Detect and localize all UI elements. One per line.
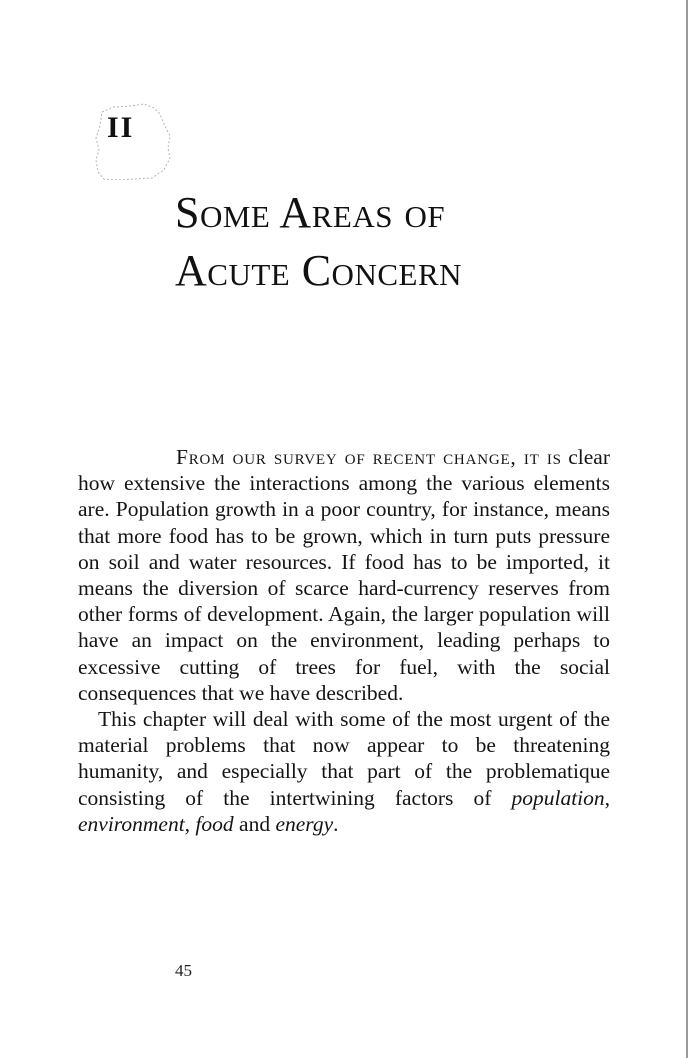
chapter-title	[175, 184, 462, 300]
chapter-number: II	[107, 111, 135, 144]
chapter-title-line-2: Acute Concern	[175, 246, 463, 295]
paragraph-2-text: This chapter will deal with some of the most urgent of the material problems that now appear to be threatening humanity, and especially that part of the problematique consisting of the intertwining factors of	[78, 707, 610, 810]
term-environment: environment	[78, 811, 185, 836]
term-population: population	[511, 785, 605, 810]
paragraph-2: This chapter will deal with some of the most urgent of the material problems that now appear to be threatening humanity, and especially that part of the problematique consisting of the intertwining factors of population, environment, food and energy.	[78, 707, 611, 836]
chapter-number-block	[90, 100, 176, 180]
paragraph-1-text: clear how extensive the interactions among the various elements are. Population growth in a poor country, for instance, means that more food has to be grown, which in turn puts pressure on soil and water resources. If food has to be imported, it means the diversion of scarce hard-currency reserves from other forms of development. Again, the larger population will have an impact on the environment, leading perhaps to excessive cutting of trees for fuel, with the social consequences that we have described.	[78, 445, 611, 705]
page-number: 45	[175, 961, 192, 980]
term-food: food	[195, 811, 234, 836]
chapter-body	[78, 444, 610, 837]
paragraph-1	[78, 444, 610, 706]
paragraph-1-lead-in: From our survey of recent change, it is	[176, 445, 562, 469]
chapter-title-line-1: Some Areas of	[175, 188, 446, 237]
paragraph-2-conjunction: and	[239, 811, 271, 836]
term-energy: energy	[275, 811, 334, 836]
